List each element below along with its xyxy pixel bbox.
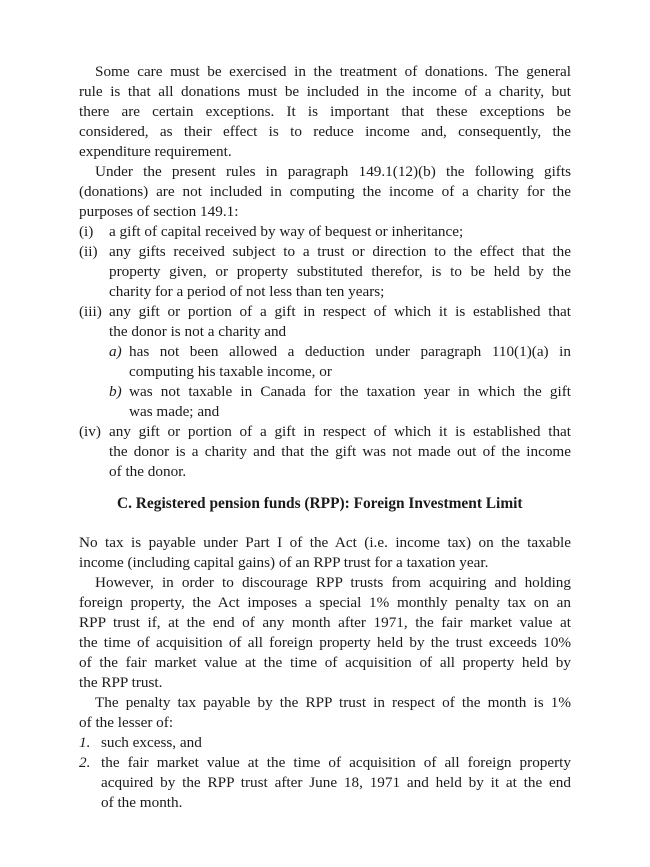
list-marker: 2. (79, 754, 91, 771)
text-line: a gift of capital received by way of bequest or inheritance; (109, 223, 464, 240)
text-line: any gift or portion of a gift in respect of which it is established that (109, 303, 571, 320)
text-line: the fair market value at the time of acquisition of all foreign property (101, 754, 571, 771)
text-line: No tax is payable under Part I of the Act (i.e. income tax) on the taxable (79, 534, 571, 551)
list-marker: (iii) (79, 303, 102, 320)
text-line: there are certain exceptions. It is important that these exceptions be (79, 103, 571, 120)
text-line: RPP trust if, at the end of any month after 1971, the fair market value at (79, 614, 571, 631)
list-marker: b) (109, 383, 122, 400)
text-line: the time of acquisition of all foreign property held by the trust exceeds 10% (79, 634, 571, 651)
text-line: acquired by the RPP trust after June 18, 1971 and held by it at the end (101, 774, 571, 791)
list-marker: a) (109, 343, 122, 360)
text-line: However, in order to discourage RPP trusts from acquiring and holding (95, 574, 571, 591)
text-line: any gift or portion of a gift in respect of which it is established that (109, 423, 571, 440)
text-line: rule is that all donations must be included in the income of a charity, but (79, 83, 571, 100)
text-line: any gifts received subject to a trust or direction to the effect that the (109, 243, 571, 260)
text-line: expenditure requirement. (79, 143, 232, 160)
list-marker: (i) (79, 223, 94, 240)
list-marker: (iv) (79, 423, 101, 440)
text-line: of the fair market value at the time of acquisition of all property held by (79, 654, 571, 671)
text-line: (donations) are not included in computing the income of a charity for the (79, 183, 571, 200)
text-line: Some care must be exercised in the treatment of donations. The general (95, 63, 571, 80)
text-line: of the month. (101, 794, 183, 811)
section-heading: C. Registered pension funds (RPP): Foreign Investment Limit (117, 495, 523, 512)
text-line: purposes of section 149.1: (79, 203, 239, 220)
text-line: Under the present rules in paragraph 149.1(12)(b) the following gifts (95, 163, 571, 180)
text-line: of the donor. (109, 463, 187, 480)
text-line: foreign property, the Act imposes a special 1% monthly penalty tax on an (79, 594, 571, 611)
list-marker: (ii) (79, 243, 98, 260)
text-line: charity for a period of not less than ten years; (109, 283, 385, 300)
text-line: considered, as their effect is to reduce income and, consequently, the (79, 123, 571, 140)
text-column (79, 0, 571, 867)
text-line: property given, or property substituted therefor, is to be held by the (109, 263, 571, 280)
text-line: of the lesser of: (79, 714, 174, 731)
text-line: such excess, and (101, 734, 202, 751)
text-line: the donor is a charity and that the gift was not made out of the income (109, 443, 571, 460)
text-line: the RPP trust. (79, 674, 163, 691)
text-line: was not taxable in Canada for the taxation year in which the gift (129, 383, 571, 400)
text-line: was made; and (129, 403, 220, 420)
text-line: the donor is not a charity and (109, 323, 287, 340)
text-line: has not been allowed a deduction under paragraph 110(1)(a) in (129, 343, 571, 360)
text-line: income (including capital gains) of an RPP trust for a taxation year. (79, 554, 489, 571)
list-marker: 1. (79, 734, 91, 751)
text-line: The penalty tax payable by the RPP trust in respect of the month is 1% (95, 694, 571, 711)
text-line: computing his taxable income, or (129, 363, 332, 380)
